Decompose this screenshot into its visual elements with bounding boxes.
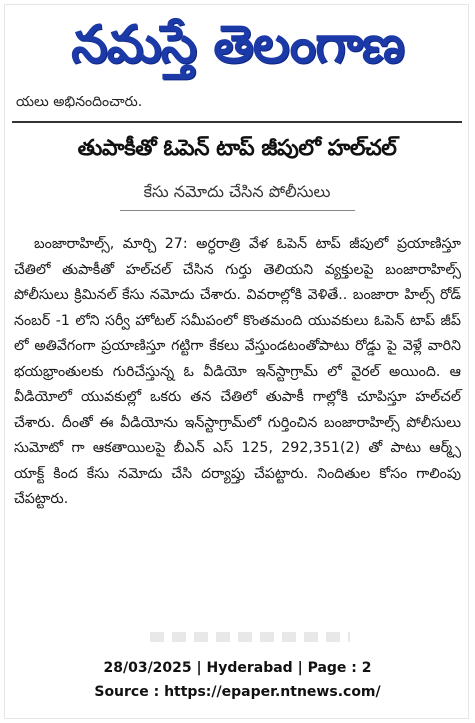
publication-info: 28/03/2025 | Hyderabad | Page : 2	[103, 660, 372, 676]
source-link[interactable]: Source : https://epaper.ntnews.com/	[94, 684, 381, 700]
newspaper-masthead: నమస్తే తెలంగాణ	[71, 15, 404, 75]
headline-divider	[12, 121, 462, 123]
subheadline-divider	[120, 210, 355, 211]
article-headline: తుపాకీతో ఓపెన్ టాప్ జీపులో హల్‌చల్	[77, 136, 397, 161]
faded-text-strip	[150, 632, 350, 642]
article-subheadline: కేసు నమోదు చేసిన పోలీసులు	[143, 182, 331, 201]
previous-article-snippet: యలు అభినందించారు.	[16, 94, 143, 110]
article-body: బంజారాహిల్స్, మార్చి 27: అర్ధరాత్రి వేళ ఓపెన్ టాప్ జీపులో ప్రయాణిస్తూ చేతిలో తుపాకీతో హల్‌చల్ చేసిన గుర్తు తెలియని వ్యక్తులపై బంజారాహిల్స్ పోలీసులు క్రిమినల్ కేసు నమోదు చేశారు. వివరాల్లోకి వెళితే.. బంజారా హిల్స్ రోడ్ నంబర్ -1 లోని సర్వీ హోటల్ సమీపంలో కొంతమంది యువకులు ఓపెన్ టాప్ జీప్ లో అతివేగంగా ప్రయాణిస్తూ గట్టిగా కేకలు వేస్తుండటంతోపాటు రోడ్డు పై వెళ్లే వారిని భయభ్రాంతులకు గురిచేస్తున్న ఓ వీడియో ఇన్‌స్టాగ్రామ్ లో వైరల్ అయింది. ఆ వీడియోలో యువకుల్లో ఒకరు తన చేతిలో తుపాకీ గాల్లోకి చూపిస్తూ హల్‌చల్ చేశారు. దీంతో ఈ వీడియోను ఇన్‌స్టాగ్రామ్‌లో గుర్తించిన బంజారాహిల్స్ పోలీసులు సుమోటో గా ఆకతాయిలపై బీఎన్ ఎస్ 125, 292,351(2) తో పాటు ఆర్మ్స్ యాక్ట్ కింద కేసు నమోదు చేసి దర్యాప్తు చేపట్టారు. నిందితుల కోసం గాలింపు చేపట్టారు.	[14, 236, 461, 507]
